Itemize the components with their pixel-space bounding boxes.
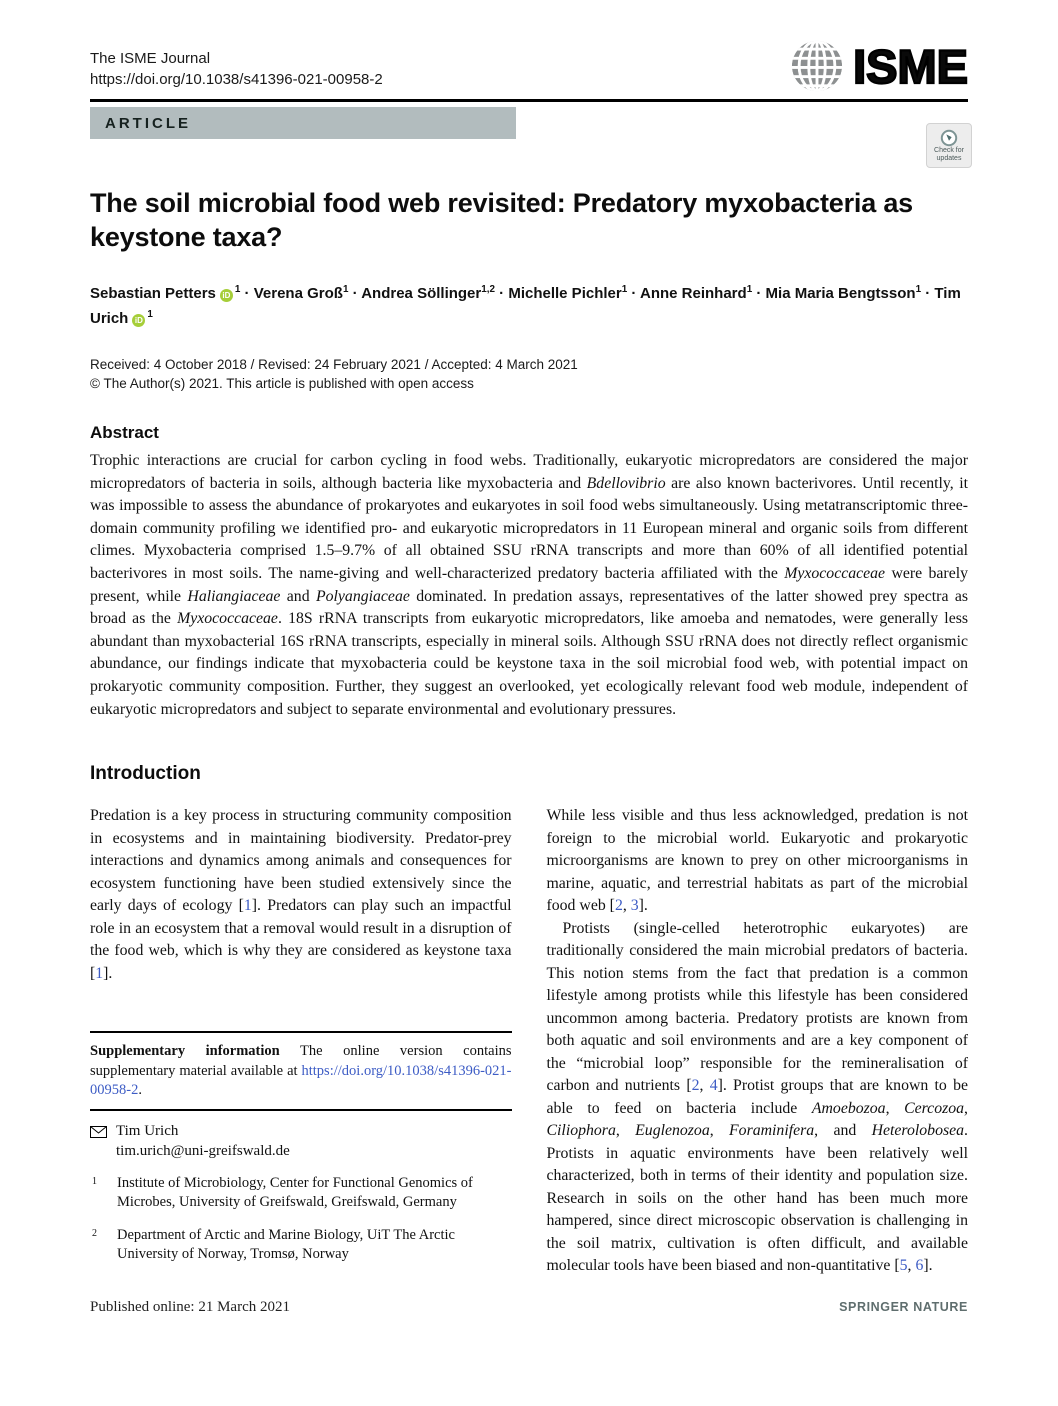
text-segment: Protists (single-celled heterotrophic eukaryotes) are traditionally considered the main microbial predators of bacteria. This notion stems from the fact that predation is a common lifestyle among protists while this lifestyle has been considered uncommon among bacteria. Predatory protists are known from both aquatic and soil environments and are a key component of the “microbial loop” responsible for the remineralisation of carbon and nutrients [ [546,919,968,1095]
supplementary-note [90,1042,512,1101]
footnote-2-number: 2 [92,1227,97,1239]
citation-link[interactable]: 1 [95,964,104,982]
text-segment: Michelle Pichler [508,285,622,302]
text-segment: Andrea Söllinger [361,285,482,302]
abstract-heading: Abstract [90,423,159,442]
text-segment: are also known bacterivores. Until recently, it was impossible to assess the abundance of prokaryotes and eukaryotes in soil food webs simultaneously. Using metatranscriptomic three-domain community profiling we identified pro- and eukaryotic micropredators in 11 European mineral and organic soils from different climes. Myxobacteria comprised 1.5–9.7% of all obtained SSU rRNA transcripts and more than 60% of all identified potential bacterivores in most soils. The name-giving and well-characterized predatory bacteria affiliated with the [90,474,968,582]
text-segment: Predation is a key process in structuring community composition in ecosystems and in maintaining biodiversity. Predator-prey interactions and dynamics among animals and consequences for ecosystem functioning have been studied extensively since the early days of ecology [ [90,807,512,915]
text-segment: Bdellovibrio [586,474,666,492]
text-segment: ]. Predators can play such an impactful role in an ecosystem that a removal would result in a disruption of the food web, which is why they are considered as keystone taxa [ [90,897,512,982]
text-segment: Tim Urich [90,285,961,327]
footnote-1 [90,1174,512,1213]
two-column-layout [90,805,968,1278]
correspondence-name: Tim Urich [116,1122,179,1139]
orcid-icon[interactable]: iD [132,314,145,327]
text-segment: Myxococcaceae [177,610,278,628]
supplementary-bottom-divider [90,1109,512,1111]
citation-link[interactable]: 5 [899,1257,908,1275]
page-footer [90,1297,968,1317]
citation-link[interactable]: 2 [614,897,623,915]
citation-link[interactable]: 4 [709,1077,718,1095]
text-segment: Cercozoa [904,1099,965,1117]
text-segment: 1 [234,284,241,295]
text-segment: and [280,587,316,605]
text-segment: Euglenozoa [635,1122,710,1140]
header-divider [90,99,968,102]
supplementary-top-divider [90,1031,512,1033]
text-segment: ]. [103,964,113,982]
text-segment: , and [814,1122,872,1140]
right-column [547,805,969,1278]
text-segment: The online version contains supplementary material available at [90,1043,512,1079]
text-segment: Heterolobosea [871,1122,965,1140]
intro-left-paragraph [90,805,512,985]
footnote-2 [90,1226,512,1265]
text-segment: ]. [923,1257,933,1275]
citation-link[interactable]: 2 [691,1077,700,1095]
article-banner [90,107,516,139]
text-segment: Polyangiaceae [315,587,410,605]
correspondence-block [90,1122,512,1161]
text-segment: Amoebozoa [811,1099,886,1117]
text-segment: Anne Reinhard [640,285,747,302]
authors-line [90,281,970,331]
intro-right-paragraph-2 [547,918,969,1278]
citation-link[interactable]: 3 [630,897,639,915]
citation-link[interactable]: 6 [915,1257,924,1275]
footnote-1-text: Institute of Microbiology, Center for Functional Genomics of Microbes, University of Greifswald, Greifswald, Germany [117,1174,473,1211]
text-segment: Foraminifera [729,1122,815,1140]
intro-right-paragraph-1 [547,805,969,918]
text-segment: . Protists in aquatic environments have been relatively well characterized, both in terms of their identity and population size. Research in soils on the other hand has been much more hampered, since direct microscopic observation is challenging in the soil matrix, cultivation is often difficult, and available molecular tools have been biased and non-quantitative [ [546,1122,968,1275]
text-segment: , [885,1099,905,1117]
text-segment: Verena Groß [253,285,343,302]
text-segment: . 18S rRNA transcripts from eukaryotic micropredators, like amoeba and nematodes, were generally less abundant than myxobacterial 16S rRNA transcripts, especially in mineral soils. Although SSU rRNA does not directly reflect organismic abundance, our findings indicate that myxobacteria could be keystone taxa in the soil microbial food web, with potential impact on prokaryotic community composition. Further, they suggest an overlooked, yet ecologically relevant food web module, independent of eukaryotic micropredators and subject to separate environmental and evolutionary pressures. [90,610,968,718]
left-column [90,805,512,1278]
text-segment: · [921,285,935,302]
text-segment: 1,2 [481,284,495,295]
check-updates-label-2: updates [936,154,962,162]
text-segment: ]. Protist groups that are known to be able to feed on bacteria include [546,1077,968,1117]
text-segment: · [240,285,254,302]
journal-doi: https://doi.org/10.1038/s41396-021-00958-2 [90,71,383,88]
text-segment: 1 [342,284,349,295]
text-segment: , [964,1099,968,1117]
text-segment: Haliangiaceae [187,587,281,605]
text-segment: Mia Maria Bengtsson [765,285,916,302]
paper-title: The soil microbial food web revisited: Predatory myxobacteria as keystone taxa? [90,188,913,252]
text-segment: Supplementary information [90,1043,280,1060]
published-online: Published online: 21 March 2021 [90,1299,290,1315]
text-segment: dominated. In predation assays, representatives of the latter showed prey spectra as broad as the [90,587,968,628]
orcid-icon[interactable]: iD [220,289,233,302]
text-segment: 1 [147,309,153,320]
text-segment: , [709,1122,730,1140]
isme-logo [789,38,968,94]
abstract-body [90,450,968,721]
abstract-section [90,423,968,721]
check-updates-icon [940,129,958,147]
correspondence-text [116,1122,290,1161]
isme-globe-icon [789,38,845,94]
text-segment: 1 [746,284,753,295]
text-segment: While less visible and thus less acknowledged, predation is not foreign to the microbial world. Eukaryotic and prokaryotic microorganisms are known to prey on other microorganisms in marine, aquatic, and terrestrial habitats as part of the microbial food web [ [546,807,968,915]
text-segment: Sebastian Petters [90,285,216,302]
text-segment: ]. [638,897,648,915]
text-segment: Myxococcaceae [784,564,886,582]
text-segment: Trophic interactions are crucial for carbon cycling in food webs. Traditionally, eukaryotic micropredators are considered the major micropredators of bacteria in soils, although bacteria like myxobacteria and [90,452,968,492]
text-segment: , [615,1122,636,1140]
check-updates-badge[interactable] [926,123,972,168]
text-segment: · [348,285,362,302]
text-segment: were barely present, while [90,564,968,605]
text-segment: . [138,1082,142,1099]
article-label: ARTICLE [105,114,191,132]
text-segment: , [622,897,631,915]
footnote-2-text: Department of Arctic and Marine Biology, UiT The Arctic University of Norway, Tromsø, Norway [117,1226,455,1263]
isme-logo-text: ISME [853,39,968,93]
footnote-1-number: 1 [92,1175,97,1187]
dates-line: Received: 4 October 2018 / Revised: 24 February 2021 / Accepted: 4 March 2021 [90,357,578,372]
correspondence-email: tim.urich@uni-greifswald.de [116,1142,290,1159]
text-segment: 1 [621,284,628,295]
introduction-heading: Introduction [90,763,201,785]
copyright-line: © The Author(s) 2021. This article is published with open access [90,376,474,391]
citation-link[interactable]: 1 [243,897,252,915]
text-segment: , [907,1257,916,1275]
check-updates-label-1: Check for [934,146,964,154]
springer-nature-logo: SPRINGER NATURE [839,1300,968,1314]
text-segment: · [752,285,766,302]
text-segment: 1 [915,284,922,295]
supplementary-doi-link[interactable]: https://doi.org/10.1038/s41396-021-00958-2 [90,1062,512,1099]
text-segment: , [699,1077,710,1095]
email-icon [90,1126,107,1138]
text-segment: · [494,285,509,302]
journal-title: The ISME Journal [90,50,211,67]
text-segment: · [627,285,640,302]
text-segment: Ciliophora [546,1122,616,1140]
